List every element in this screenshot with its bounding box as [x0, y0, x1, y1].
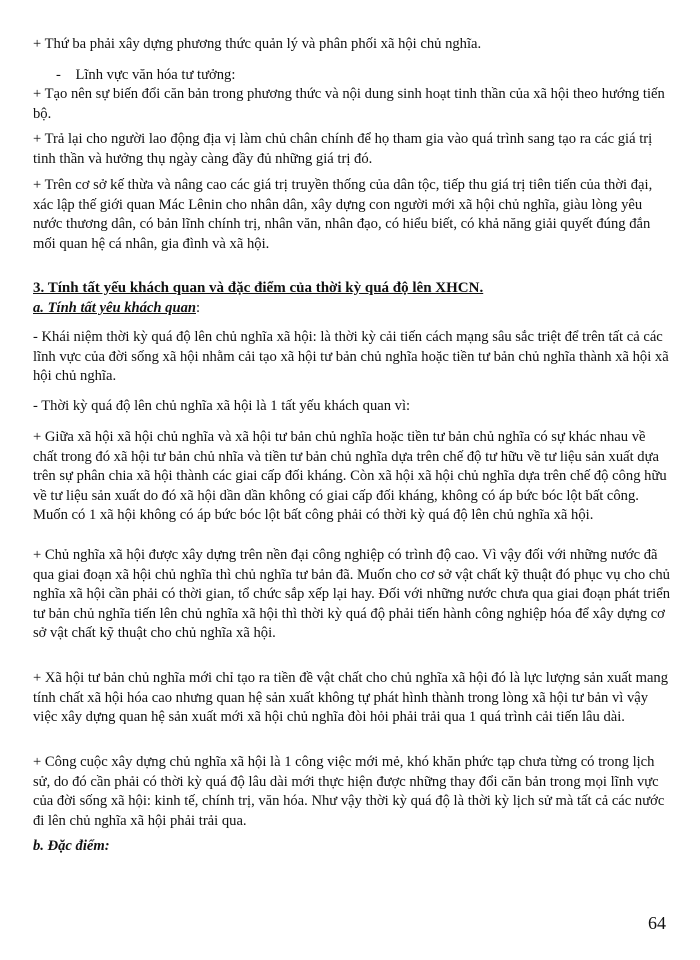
paragraph-third-point: + Thứ ba phải xây dựng phương thức quản lý và phân phối xã hội chủ nghĩa.	[33, 36, 482, 52]
subheading-culture-ideology: - Lĩnh vực văn hóa tư tưởng:	[56, 67, 236, 83]
subsection-heading-a-colon: :	[196, 300, 201, 316]
subsection-heading-a-text: a. Tính tất yêu khách quan	[33, 300, 196, 316]
paragraph-reason-1: + Giữa xã hội xã hội chủ nghĩa và xã hội tư bản chủ nghĩa hoặc tiền tư bản chủ nghĩa có sự khác nhau về chất trong đó xã hội tư bản chủ nhĩa và tiền tư bản chủ nghĩa dựa trên chế độ tư hữu về tư liệu sản xuất dựa trên sự phân chia xã hội thành các giai cấp đối kháng. Còn xã hội xã hội chủ nghĩa dựa trên chế độ công hữu về tư liệu sản xuất do đó xã hội dần dần không có giai cấp đối kháng, không có áp bức bóc lột bất công. Muốn có 1 xã hội không có áp bức bóc lột bất công phải có thời kỳ quá độ lên chủ nghĩa xã hội.	[33, 429, 667, 523]
paragraph-objective-necessity: - Thời kỳ quá độ lên chủ nghĩa xã hội là 1 tất yếu khách quan vì:	[33, 398, 411, 414]
paragraph-culture-2: + Trả lại cho người lao động địa vị làm chủ chân chính để họ tham gia vào quá trình sang tạo ra các giá trị tinh thần và hưởng thụ ngày càng đầy đủ những giá trị đó.	[33, 131, 653, 167]
subsection-heading-b: b. Đặc điểm:	[33, 838, 110, 854]
paragraph-reason-4: + Công cuộc xây dựng chủ nghĩa xã hội là 1 công việc mới mẻ, khó khăn phức tạp chưa từng có trong lịch sử, do đó cần phải có thời kỳ quá độ lâu dài mới thực hiện được những thay đổi căn bản trong mọi lĩnh vực của đời sống xã hội: kinh tế, chính trị, văn hóa. Như vậy thời kỳ quá độ là thời kỳ lịch sử mà tất cả các nước đi lên chủ nghĩa xã hội phải trải qua.	[33, 754, 665, 829]
paragraph-reason-3: + Xã hội tư bản chủ nghĩa mới chỉ tạo ra tiền đề vật chất cho chủ nghĩa xã hội đó là lực lượng sản xuất mang tính chất xã hội hóa cao nhưng quan hệ sản xuất không tự phát hình thành trong lòng xã hội tư bản vì vậy việc xây dựng quan hệ sản xuất mới xã hội chủ nghĩa đòi hỏi phải trải qua 1 quá trình cải tiến lâu dài.	[33, 670, 669, 725]
subsection-heading-a	[33, 299, 200, 319]
paragraph-culture-3: + Trên cơ sở kế thừa và nâng cao các giá trị truyền thống của dân tộc, tiếp thu giá trị tiên tiến của thời đại, xác lập thế giới quan Mác Lênin cho nhân dân, xây dựng con người mới xã hội chủ nghĩa, giàu lòng yêu nước thương dân, có bản lĩnh chính trị, nhân văn, nhân đạo, có hiểu biết, có khả năng giải quyết đúng đắn mối quan hệ cá nhân, gia đình và xã hội.	[33, 177, 653, 252]
paragraph-reason-2: + Chủ nghĩa xã hội được xây dựng trên nền đại công nghiệp có trình độ cao. Vì vậy đối với những nước đã qua giai đoạn xã hội chủ nghĩa thì chủ nghĩa tư bản đã. Muốn cho cơ sở vật chất kỹ thuật đó phục vụ cho chủ nghĩa xã hội cần phải có thời gian, tổ chức sắp xếp lại hay. Đối với những nước chưa qua giai đoạn phát triển tư bản chủ nghĩa tiến lên chủ nghĩa xã hội thì thời kỳ quá độ phải tiến hành công nghiệp hóa để xây dựng cơ sở vật chất kỹ thuật cho chủ nghĩa xã hội.	[33, 547, 671, 641]
paragraph-definition: - Khái niệm thời kỳ quá độ lên chủ nghĩa xã hội: là thời kỳ cải tiến cách mạng sâu sắc triệt để trên tất cả các lĩnh vực của đời sống xã hội nhằm cải tạo xã hội tư bản chủ nghĩa hoặc tiền tư bản chủ nghĩa thành xã hội xã hội chủ nghĩa.	[33, 329, 669, 384]
page-number: 64	[648, 913, 666, 933]
paragraph-culture-1: + Tạo nên sự biến đổi căn bản trong phương thức và nội dung sinh hoạt tinh thần của xã hội theo hướng tiến bộ.	[33, 86, 665, 122]
section-heading-3: 3. Tính tất yếu khách quan và đặc điểm của thời kỳ quá độ lên XHCN.	[33, 280, 484, 296]
